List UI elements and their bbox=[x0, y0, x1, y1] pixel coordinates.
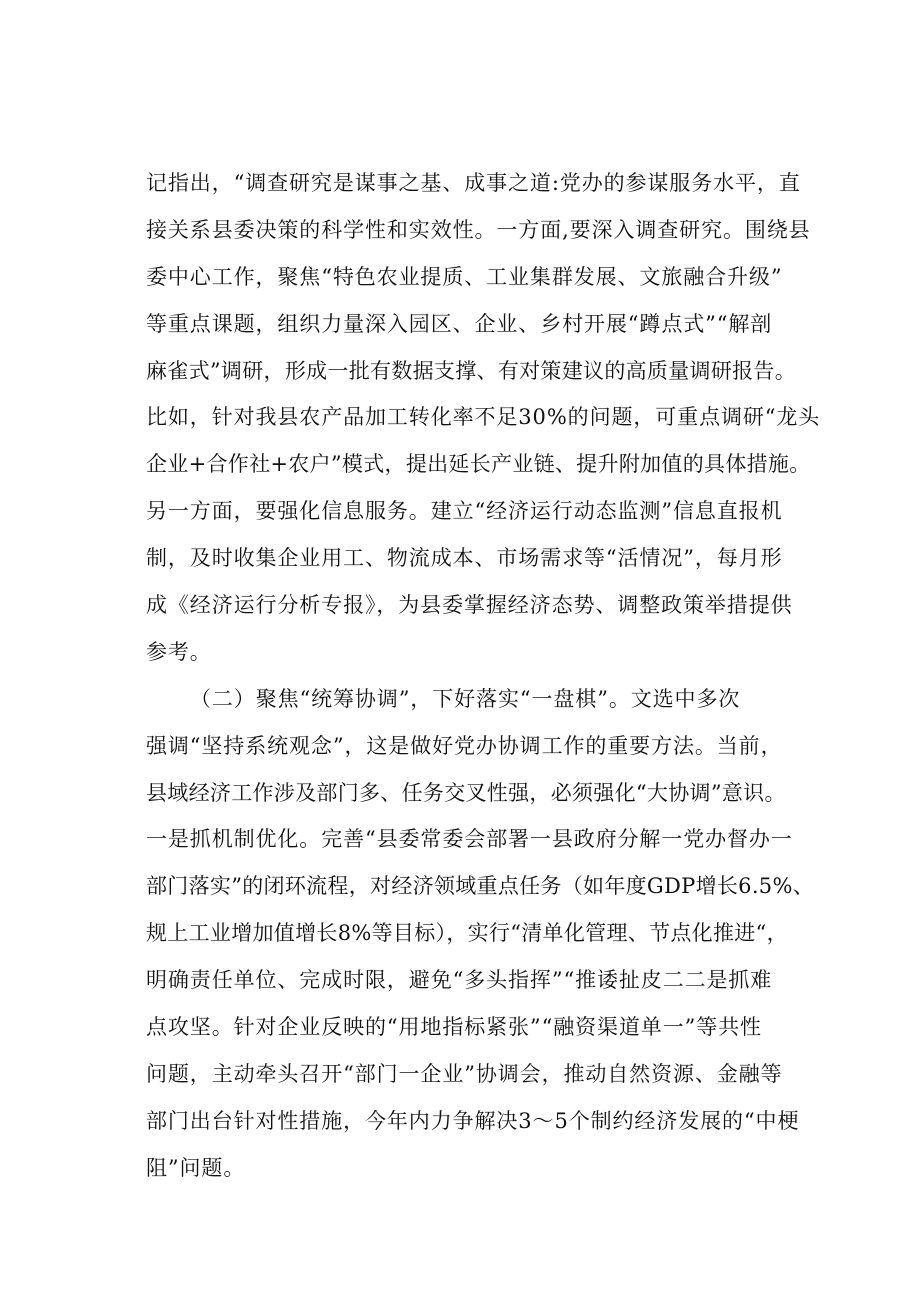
text-line: 成《经济运行分析专报》，为县委掌握经济态势、调整政策举措提供 bbox=[146, 593, 793, 618]
text-line: 问题，主动牵头召开“部门一企业”协调会，推动自然资源、金融等 bbox=[146, 1061, 783, 1086]
text-line: 比如，针对我县农产品加工转化率不足30%的问题，可重点调研“龙头 bbox=[146, 405, 821, 430]
text-line: 企业+合作社+农户”模式，提出延长产业链、提升附加值的具体措施。 bbox=[146, 452, 811, 477]
text-line: 部门落实”的闭环流程，对经济领域重点任务（如年度GDP增长6.5%、 bbox=[146, 874, 815, 899]
text-line: 部门出台针对性措施，今年内力争解决3～5个制约经济发展的“中梗 bbox=[146, 1108, 800, 1133]
text-line: 阻”问题。 bbox=[146, 1155, 246, 1180]
text-line: 记指出，“调查研究是谋事之基、成事之道:党办的参谋服务水平，直 bbox=[146, 171, 801, 195]
text-line: 委中心工作，聚焦“特色农业提质、工业集群发展、文旅融合升级” bbox=[146, 264, 783, 289]
section-heading-line: （二）聚焦“统筹协调”，下好落实“一盘棋”。文选中多次 bbox=[190, 686, 741, 711]
text-line: 麻雀式”调研，形成一批有数据支撑、有对策建议的高质量调研报告。 bbox=[146, 358, 797, 383]
text-line: 一是抓机制优化。完善“县委常委会部署一县政府分解一党办督办一 bbox=[146, 827, 793, 852]
text-line: 明确责任单位、完成时限，避免“多头指挥”“推诿扯皮二二是抓难 bbox=[146, 968, 773, 993]
text-line: 参考。 bbox=[146, 639, 212, 664]
text-line: 等重点课题，组织力量深入园区、企业、乡村开展“蹲点式”“解剖 bbox=[146, 311, 773, 336]
text-line: 点攻坚。针对企业反映的“用地指标紧张”“融资渠道单一”等共性 bbox=[146, 1015, 762, 1040]
text-line: 强调“坚持系统观念”，这是做好党办协调工作的重要方法。当前， bbox=[146, 733, 783, 758]
text-line: 制，及时收集企业用工、物流成本、市场需求等“活情况”，每月形 bbox=[146, 546, 783, 571]
body-text bbox=[146, 160, 821, 1192]
text-line: 县域经济工作涉及部门多、任务交叉性强，必须强化“大协调”意识。 bbox=[146, 780, 786, 805]
text-line: 规上工业增加值增长8%等目标），实行“清单化管理、节点化推进“， bbox=[146, 921, 788, 946]
text-line: 另一方面，要强化信息服务。建立“经济运行动态监测”信息直报机 bbox=[146, 499, 783, 524]
text-line: 接关系县委决策的科学性和实效性。一方面,要深入调查研究。围绕县 bbox=[146, 217, 811, 242]
